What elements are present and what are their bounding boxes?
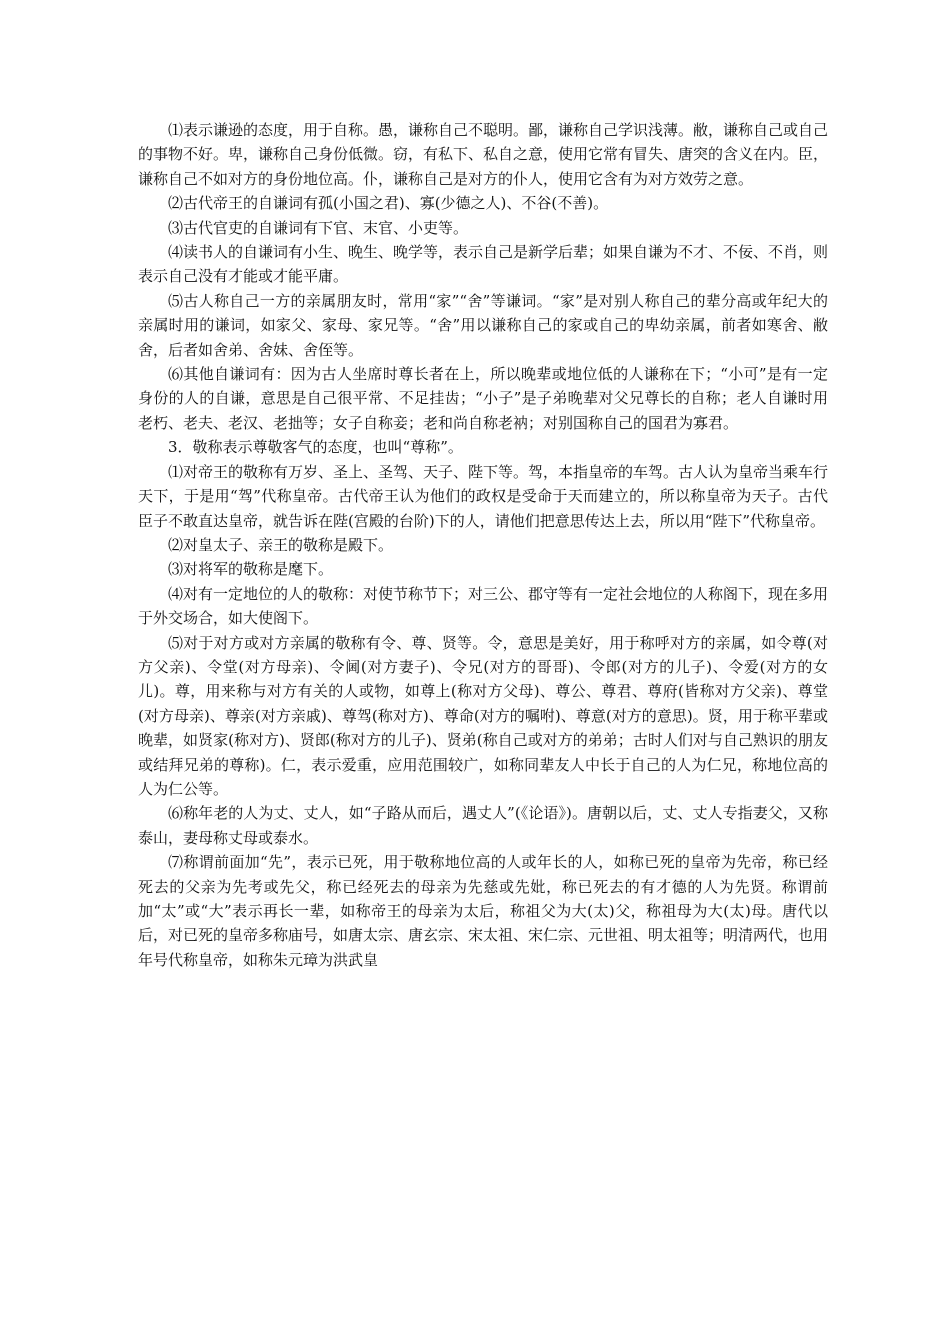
paragraph-deceased-honorifics: ⑺称谓前面加“先”，表示已死，用于敬称地位高的人或年长的人，如称已死的皇帝为先帝，称已经死去的父亲为先考或先父，称已经死去的母亲为先慈或先妣，称已死去的有才德的人为先贤。称谓前加“太”或“大”表示再长一辈，如称帝王的母亲为太后，称祖父为大(太)父，称祖母为大(太)母。唐代以后，对已死的皇帝多称庙号，如唐太宗、唐玄宗、宋太祖、宋仁宗、元世祖、明太祖等；明清两代，也用年号代称皇帝，如称朱元璋为洪武皇 — [138, 853, 829, 969]
paragraph-dignitary-honorifics: ⑷对有一定地位的人的敬称：对使节称节下；对三公、郡守等有一定社会地位的人称阁下，现在多用于外交场合，如大使阁下。 — [138, 584, 829, 628]
paragraph-emperor-honorifics: ⑴对帝王的敬称有万岁、圣上、圣驾、天子、陛下等。驾，本指皇帝的车驾。古人认为皇帝当乘车行天下，于是用“驾”代称皇帝。古代帝王认为他们的政权是受命于天而建立的，所以称皇帝为天子。古代臣子不敢直达皇帝，就告诉在陛(宫殿的台阶)下的人，请他们把意思传达上去，所以用“陛下”代称皇帝。 — [138, 462, 829, 530]
paragraph-official-humble-words: ⑶古代官吏的自谦词有下官、末官、小吏等。 — [168, 218, 469, 237]
paragraph-emperor-humble-words: ⑵古代帝王的自谦词有孤(小国之君)、寡(少德之人)、不谷(不善)。 — [168, 194, 609, 213]
paragraph-general-honorific: ⑶对将军的敬称是麾下。 — [168, 560, 334, 579]
paragraph-scholar-humble-words: ⑷读书人的自谦词有小生、晚生、晚学等，表示自己是新学后辈；如果自谦为不才、不佞、不肖，则表示自己没有才能或才能平庸。 — [138, 243, 829, 286]
paragraph-prince-honorific: ⑵对皇太子、亲王的敬称是殿下。 — [168, 535, 394, 554]
document-body — [138, 118, 828, 972]
paragraph-other-humble-words: ⑹其他自谦词有：因为古人坐席时尊长者在上，所以晚辈或地位低的人谦称在下；“小可”是有一定身份的人的自谦，意思是自己很平常、不足挂齿；“小子”是子弟晚辈对父兄尊长的自称；老人自谦时用老朽、老夫、老汉、老拙等；女子自称妾；老和尚自称老衲；对别国称自己的国君为寡君。 — [138, 365, 828, 432]
paragraph-elder-honorifics: ⑹称年老的人为丈、丈人，如“子路从而后，遇丈人”(《论语》)。唐朝以后，丈、丈人专指妻父，又称泰山，妻母称丈母或泰水。 — [138, 804, 828, 847]
paragraph-relatives-honorifics: ⑸对于对方或对方亲属的敬称有令、尊、贤等。令，意思是美好，用于称呼对方的亲属，如令尊(对方父亲)、令堂(对方母亲)、令阃(对方妻子)、令兄(对方的哥哥)、令郎(对方的儿子)、令爱(对方的女儿)。尊，用来称与对方有关的人或物，如尊上(称对方父母)、尊公、尊君、尊府(皆称对方父亲)、尊堂(对方母亲)、尊亲(对方亲戚)、尊驾(称对方)、尊命(对方的嘱咐)、尊意(对方的意思)。贤，用于称平辈或晚辈，如贤家(称对方)、贤郎(称对方的儿子)、贤弟(称自己或对方的弟弟；古时人们对与自己熟识的朋友或结拜兄弟的尊称)。仁，表示爱重，应用范围较广，如称同辈友人中长于自己的人为仁兄，称地位高的人为仁公等。 — [138, 633, 828, 798]
paragraph-honorific-heading: 3．敬称表示尊敬客气的态度，也叫“尊称”。 — [168, 438, 463, 457]
paragraph-humble-attitude: ⑴表示谦逊的态度，用于自称。愚，谦称自己不聪明。鄙，谦称自己学识浅薄。敝，谦称自己或自己的事物不好。卑，谦称自己身份低微。窃，有私下、私自之意，使用它常有冒失、唐突的含义在内。臣，谦称自己不如对方的身份地位高。仆，谦称自己是对方的仆人，使用它含有为对方效劳之意。 — [138, 121, 829, 188]
paragraph-family-humble-words: ⑸古人称自己一方的亲属朋友时，常用“家”“舍”等谦词。“家”是对别人称自己的辈分高或年纪大的亲属时用的谦词，如家父、家母、家兄等。“舍”用以谦称自己的家或自己的卑幼亲属，前者如寒舍、敝舍，后者如舍弟、舍妹、舍侄等。 — [138, 291, 828, 359]
